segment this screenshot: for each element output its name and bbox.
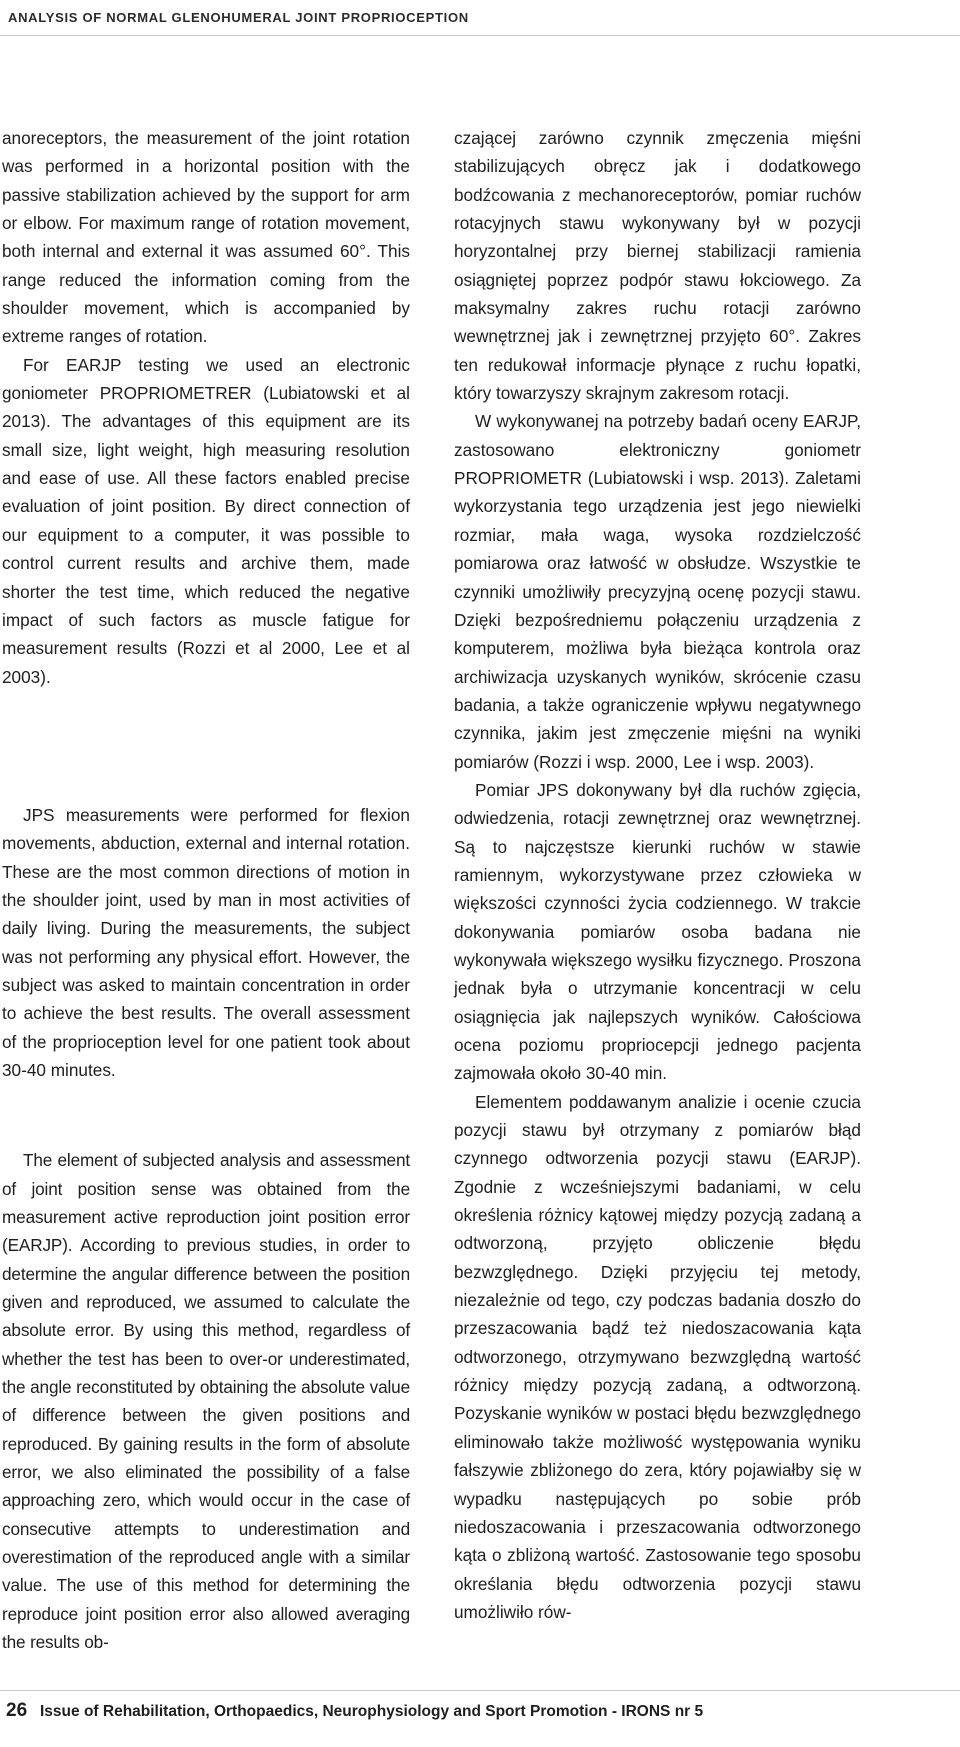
journal-title: Issue of Rehabilitation, Orthopaedics, Neurophysiology and Sport Promotion - IRONS nr 5 (40, 1703, 704, 1720)
footer-divider (0, 1690, 960, 1691)
page-footer (0, 1700, 960, 1740)
right-column-polish (454, 124, 861, 1626)
paragraph-goniometer: For EARJP testing we used an electronic goniometer PROPRIOMETRER (Lubiatowski et al 2013). The advantages of this equipment are its small size, light weight, high measuring resolution and ease of use. All these factors enabled precise evaluation of joint position. By direct connection of our equipment to a computer, it was possible to control current results and archive them, made shorter the test time, which reduced the negative impact of such factors as muscle fatigue for measurement results (Rozzi et al 2000, Lee et al 2003). (2, 354, 410, 687)
paragraph-jps-measurements: JPS measurements were performed for flexion movements, abduction, external and internal rotation. These are the most common directions of motion in the shoulder joint, used by man in most activities of daily living. During the measurements, the subject was not performing any physical effort. However, the subject was asked to maintain concentration in order to achieve the best results. The overall assessment of the proprioception level for one patient took about 30-40 minutes. (2, 804, 410, 1080)
paragraph-jps-measurements-pl: Pomiar JPS dokonywany był dla ruchów zgięcia, odwiedzenia, rotacji zewnętrznej oraz wewnętrznej. Są to najczęstsze kierunki ruchów w stawie ramiennym, wykorzystywane przez człowieka w większości czynności życia codziennego. W trakcie dokonywania pomiarów osoba badana nie wykonywała większego wysiłku fizycznego. Proszona jednak była o utrzymanie koncentracji w celu osiągnięcia jak najlepszych wyników. Całościowa ocena poziomu propriocepcji jednego pacjenta zajmowała około 30-40 min. (454, 779, 861, 1084)
paragraph-absolute-error: The element of subjected analysis and assessment of joint position sense was obtained from the measurement active reproduction joint position error (EARJP). According to previous studies, in order to determine the angular difference between the position given and reproduced, we assumed to calculate the absolute error. By using this method, regardless of whether the test has been to over-or underestimated, the angle reconstituted by obtaining the absolute value of difference between the given positions and reproduced. By gaining results in the form of absolute error, we also eliminated the possibility of a false approaching zero, which would occur in the case of consecutive attempts to underestimation and overestimation of the reproduced angle with a similar value. The use of this method for determining the reproduce joint position error also allowed averaging the results ob- (2, 1150, 410, 1653)
left-column-english (2, 124, 410, 1657)
paragraph-goniometer-pl: W wykonywanej na potrzeby badań oceny EARJP, zastosowano elektroniczny goniometr PROPRIOMETR (Lubiatowski i wsp. 2013). Zaletami wykorzystania tego urządzenia jest jego niewielki rozmiar, mała waga, wysoka rozdzielczość pomiarowa oraz łatwość w obsłudze. Wszystkie te czynniki umożliwiły precyzyjną ocenę pozycji stawu. Dzięki bezpośredniemu połączeniu urządzenia z komputerem, możliwa była bieżąca kontrola oraz archiwizacja uzyskanych wyników, skrócenie czasu badania, a także ograniczenie wpływu negatywnego czynnika, jakim jest zmęczenie mięśni na wyniki pomiarów (Rozzi i wsp. 2000, Lee i wsp. 2003). (454, 411, 861, 772)
paragraph-spacer (2, 1084, 410, 1146)
paragraph-rotation-measurement: anoreceptors, the measurement of the joint rotation was performed in a horizontal position with the passive stabilization achieved by the support for arm or elbow. For maximum range of rotation movement, both internal and external it was assumed 60°. This range reduced the information coming from the shoulder movement, which is accompanied by extreme ranges of rotation. (2, 128, 410, 347)
paragraph-absolute-error-pl: Elementem poddawanym analizie i ocenie czucia pozycji stawu był otrzymany z pomiarów błąd czynnego odtworzenia pozycji stawu (EARJP). Zgodnie z wcześniejszymi badaniami, w celu określenia różnicy kątowej między pozycją zadaną a odtworzoną, przyjęto obliczenie błędu bezwzględnego. Dzięki przyjęciu tej metody, niezależnie od tego, czy podczas badania doszło do przeszacowania bądź też niedoszacowania kąta odtworzonego, otrzymywano bezwzględną wartość różnicy między pozycją zadaną, a odtworzoną. Pozyskanie wyników w postaci błędu bezwzględnego eliminowało także możliwość występowania wyniku fałszywie zbliżonego do zera, który pojawiałby się w wypadku następujących po sobie prób niedoszacowania i przeszacowania odtworzonego kąta o zbliżoną wartość. Zastosowanie tego sposobu określania błędu odtworzenia pozycji stawu umożliwiło rów- (454, 1091, 861, 1622)
header-divider (0, 35, 960, 36)
paragraph-rotation-measurement-pl: czającej zarówno czynnik zmęczenia mięśni stabilizujących obręcz jak i dodatkowego bodźcowania z mechanoreceptorów, pomiar ruchów rotacyjnych stawu wykonywany był w pozycji horyzontalnej przy biernej stabilizacji ramienia osiągniętej poprzez podpór stawu łokciowego. Za maksymalny zakres ruchu rotacji zarówno wewnętrznej jak i zewnętrznej przyjęto 60°. Zakres ten redukował informacje płynące z ruchu łopatki, który towarzyszy skrajnym zakresom rotacji. (454, 128, 861, 404)
running-header: ANALYSIS OF NORMAL GLENOHUMERAL JOINT PROPRIOCEPTION (8, 10, 469, 25)
page-number: 26 (6, 1700, 28, 1721)
paragraph-spacer (2, 691, 410, 801)
